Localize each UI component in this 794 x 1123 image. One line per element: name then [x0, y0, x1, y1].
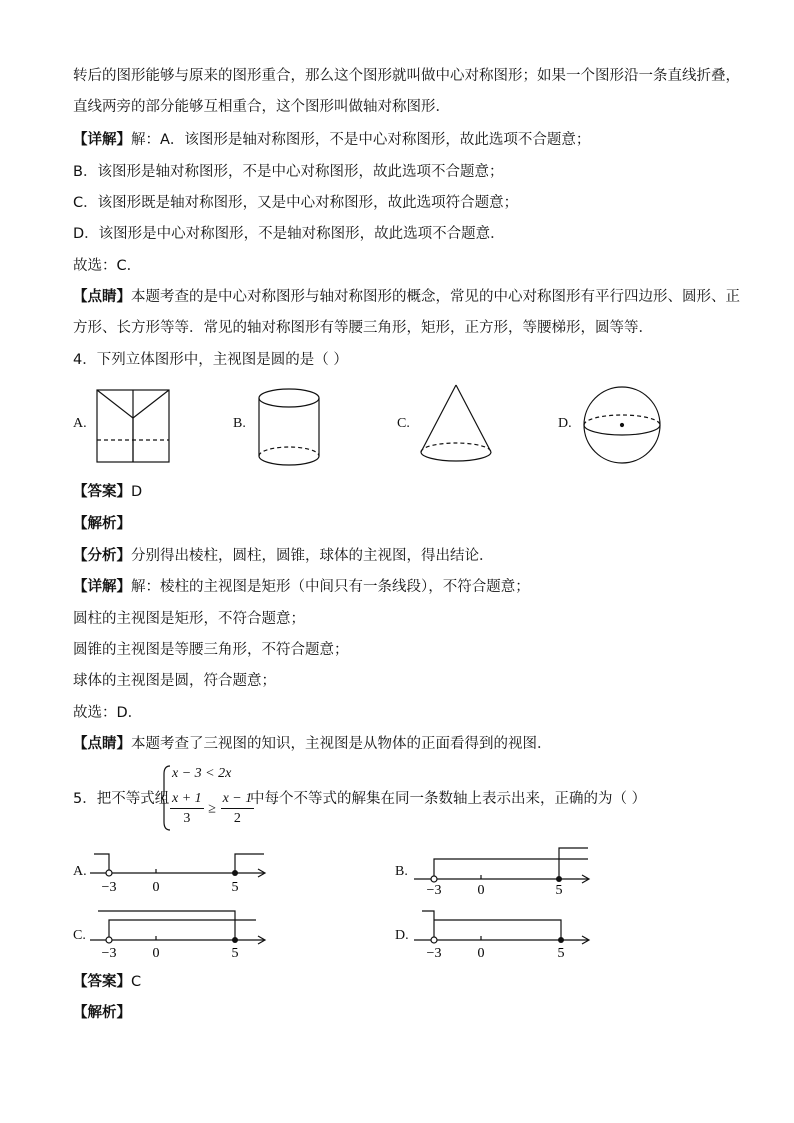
solution-ray-1-c: [98, 911, 235, 940]
number-line-d: [412, 906, 596, 960]
q5-option-d-label: D.: [395, 928, 409, 943]
tick-label-5-a: 5: [231, 880, 239, 895]
q5-suffix: 中每个不等式的解集在同一条数轴上表示出来，正确的为（ ）: [250, 791, 647, 807]
q4-detail-3: 圆锥的主视图是等腰三角形，不符合题意；: [73, 642, 349, 658]
point-tag: 【点睛】: [73, 736, 131, 752]
q5-answer-value: C: [131, 974, 142, 990]
solution-ray-2-c: [109, 920, 256, 940]
solution-ray-left-a: [94, 854, 109, 873]
sphere-figure: [582, 384, 662, 466]
closed-point-a: [232, 870, 238, 876]
q5-analysis-tag: [73, 1003, 131, 1023]
tick-label-5-d: 5: [557, 946, 565, 960]
tick-label-0-d: 0: [477, 946, 485, 960]
open-point-d: [431, 937, 437, 943]
q3-detail-a-text: 解：A．该图形是轴对称图形，不是中心对称图形，故此选项不合题意；: [131, 132, 591, 148]
solution-ray-2-b: [559, 848, 588, 879]
q4-option-c-label: C.: [397, 416, 410, 431]
detail-tag: 【详解】: [73, 579, 131, 595]
closed-point-d: [558, 937, 564, 943]
tick-label-neg3-c: −3: [101, 946, 117, 960]
q3-point-line-2: 方形、长方形等等．常见的轴对称图形有等腰三角形，矩形，正方形，等腰梯形，圆等等．: [73, 320, 653, 336]
q4-detail-4: 球体的主视图是圆，符合题意；: [73, 673, 276, 689]
q4-option-a-label: A.: [73, 416, 87, 431]
inequality-1: x − 3 < 2x: [172, 766, 232, 781]
cone-base-front: [421, 452, 491, 461]
closed-point-c: [232, 937, 238, 943]
q4-point-text: 本题考查了三视图的知识，主视图是从物体的正面看得到的视图．: [131, 736, 552, 752]
solution-ray-1-d: [422, 911, 434, 940]
number-line-b: [412, 846, 596, 896]
closed-point-b: [556, 876, 562, 882]
q3-choose: 故选：C．: [73, 258, 142, 274]
tick-label-0-a: 0: [152, 880, 160, 895]
q4-detail-1: [73, 577, 530, 597]
fraction-1: [170, 790, 204, 829]
tick-label-neg3-a: −3: [101, 880, 117, 895]
q5-option-b-label: B.: [395, 864, 408, 879]
cylinder-bottom-back: [259, 447, 319, 456]
analyze-tag: 【分析】: [73, 548, 131, 564]
point-tag: 【点睛】: [73, 289, 131, 305]
tick-label-5-b: 5: [555, 883, 563, 896]
cylinder-top: [259, 389, 319, 407]
open-point-a: [106, 870, 112, 876]
tick-label-0-c: 0: [152, 946, 160, 960]
q4-point: [73, 734, 552, 754]
detail-tag: 【详解】: [73, 132, 131, 148]
geq-sign: ≥: [208, 801, 216, 817]
q3-detail-d: D．该图形是中心对称图形，不是轴对称图形，故此选项不合题意．: [73, 226, 505, 242]
q4-answer-value: D: [131, 484, 143, 500]
prism-figure: [92, 384, 176, 468]
q5-option-c-label: C.: [73, 928, 86, 943]
cone-base-back: [421, 443, 491, 452]
tick-label-5-c: 5: [231, 946, 239, 960]
answer-tag: 【答案】: [73, 974, 131, 990]
q3-intro-line-1: 转后的图形能够与原来的图形重合，那么这个图形就叫做中心对称图形；如果一个图形沿一条直线折叠，: [73, 68, 740, 84]
q4-choose: 故选：D．: [73, 705, 143, 721]
q3-detail-a: [73, 130, 590, 150]
q4-analyze: [73, 546, 494, 566]
tick-label-neg3-d: −3: [426, 946, 442, 960]
q4-detail-1-text: 解：棱柱的主视图是矩形（中间只有一条线段），不符合题意；: [131, 579, 530, 595]
cone-figure: [416, 382, 496, 472]
q4-option-d-label: D.: [558, 416, 572, 431]
number-line-a: [88, 846, 272, 896]
q3-intro-line-2: 直线两旁的部分能够互相重合，这个图形叫做轴对称图形．: [73, 99, 450, 115]
fraction-1-denominator: 3: [183, 811, 191, 826]
q3-point-text: 本题考查的是中心对称图形与轴对称图形的概念，常见的中心对称图形有平行四边形、圆形、正: [131, 289, 740, 305]
q3-point-line-1: [73, 287, 740, 307]
prism-top-edge-left: [97, 390, 133, 418]
q4-answer: [73, 482, 142, 502]
q4-analyze-text: 分别得出棱柱，圆柱，圆锥，球体的主视图，得出结论．: [131, 548, 494, 564]
fraction-2-denominator: 2: [233, 811, 241, 826]
open-point-c: [106, 937, 112, 943]
fraction-2-numerator: x − 1: [221, 790, 255, 809]
q4-question: 4．下列立体图形中，主视图是圆的是（ ）: [73, 352, 348, 368]
q4-analysis-tag: [73, 514, 131, 534]
q5-answer: [73, 972, 141, 992]
solution-ray-1-b: [434, 859, 588, 879]
q3-detail-c: C．该图形既是轴对称图形，又是中心对称图形，故此选项符合题意；: [73, 195, 519, 211]
tick-label-0-b: 0: [477, 883, 485, 896]
analysis-tag: 【解析】: [73, 516, 131, 532]
cone-side-right: [456, 385, 491, 452]
sphere-center: [621, 424, 624, 427]
q4-detail-2: 圆柱的主视图是矩形，不符合题意；: [73, 611, 305, 627]
inequality-2: [170, 790, 254, 829]
solution-ray-2-d: [434, 920, 561, 940]
q5-option-a-label: A.: [73, 864, 87, 879]
cylinder-bottom-front: [259, 456, 319, 465]
q4-option-b-label: B.: [233, 416, 246, 431]
q5-prefix: 5．把不等式组: [73, 791, 170, 807]
fraction-1-numerator: x + 1: [170, 790, 204, 809]
prism-top-edge-right: [133, 390, 169, 418]
cylinder-figure: [254, 384, 324, 470]
number-line-c: [88, 906, 272, 960]
open-point-b: [431, 876, 437, 882]
tick-label-neg3-b: −3: [426, 883, 442, 896]
answer-tag: 【答案】: [73, 484, 131, 500]
analysis-tag: 【解析】: [73, 1005, 131, 1021]
q3-detail-b: B．该图形是轴对称图形，不是中心对称图形，故此选项不合题意；: [73, 164, 504, 180]
cone-side-left: [421, 385, 456, 452]
